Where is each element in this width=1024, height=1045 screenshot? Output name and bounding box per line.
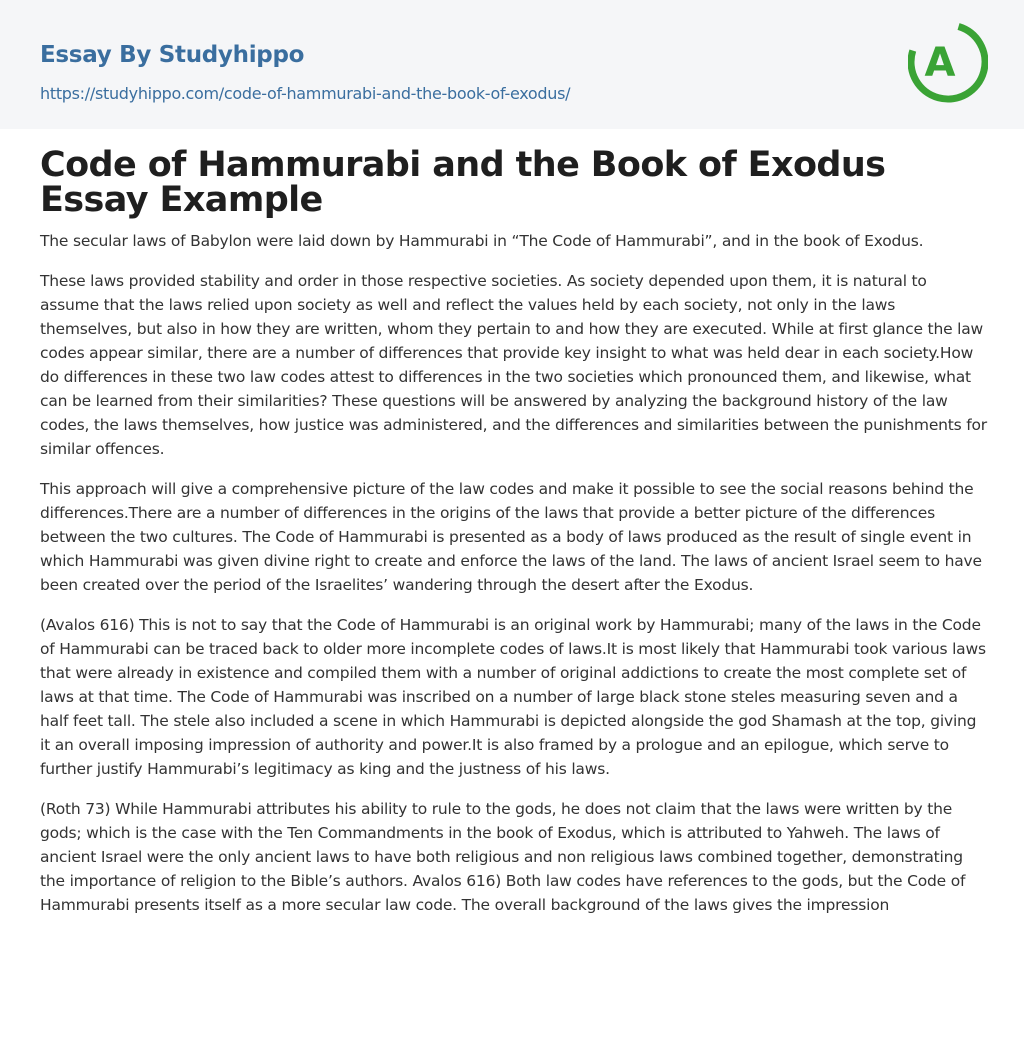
essay-paragraph: This approach will give a comprehensive picture of the law codes and make it possible to see the social reasons behind the differences.There are a number of differences in the origins of the laws that provide a better picture of the differences between the two cultures. The Code of Hammurabi is presented as a body of laws produced as the result of single event in which Hammurabi was given divine right to create and enforce the laws of the land. The laws of ancient Israel seem to have been created over the period of the Israelites’ wandering through the desert after the Exodus. xyxy=(40,480,982,594)
essay-paragraph: (Avalos 616) This is not to say that the Code of Hammurabi is an original work by Hammurabi; many of the laws in the Code of Hammurabi can be traced back to older more incomplete codes of laws.It is most likely that Hammurabi took various laws that were already in existence and compiled them with a number of original addictions to create the most complete set of laws at that time. The Code of Hammurabi was inscribed on a number of large black stone steles measuring seven and a half feet tall. The stele also included a scene in which Hammurabi is depicted alongside the god Shamash at the top, giving it an overall imposing impression of authority and power.It is also framed by a prologue and an epilogue, which serve to further justify Hammurabi’s legitimacy as king and the justness of his laws. xyxy=(40,616,986,778)
essay-paragraph: (Roth 73) While Hammurabi attributes his ability to rule to the gods, he does not claim that the laws were written by the gods; which is the case with the Ten Commandments in the book of Exodus, which is attributed to Yahweh. The laws of ancient Israel were the only ancient laws to have both religious and non religious laws combined together, demonstrating the importance of religion to the Bible’s authors. Avalos 616) Both law codes have references to the gods, but the Code of Hammurabi presents itself as a more secular law code. The overall background of the laws gives the impression xyxy=(40,800,966,914)
essay-paragraph: The secular laws of Babylon were laid down by Hammurabi in “The Code of Hammurabi”, and in the book of Exodus. xyxy=(40,232,924,250)
studyhippo-logo-icon[interactable] xyxy=(908,18,988,106)
site-brand[interactable]: Essay By Studyhippo xyxy=(40,42,305,68)
essay-title: Code of Hammurabi and the Book of Exodus Essay Example xyxy=(40,145,886,220)
essay-paragraph: These laws provided stability and order in those respective societies. As society depended upon them, it is natural to assume that the laws relied upon society as well and reflect the values held by each society, not only in the laws themselves, but also in how they are written, whom they pertain to and how they are executed. While at first glance the law codes appear similar, there are a number of differences that provide key insight to what was held dear in each society.How do differences in these two law codes attest to differences in the two societies which pronounced them, and likewise, what can be learned from their similarities? These questions will be answered by analyzing the background history of the law codes, the laws themselves, how justice was administered, and the differences and similarities between the punishments for similar offences. xyxy=(40,272,987,458)
essay-url-link[interactable]: https://studyhippo.com/code-of-hammurabi-and-the-book-of-exodus/ xyxy=(40,84,571,103)
essay-body xyxy=(40,229,990,933)
logo-letter: A xyxy=(924,40,956,86)
site-header xyxy=(0,0,1024,129)
